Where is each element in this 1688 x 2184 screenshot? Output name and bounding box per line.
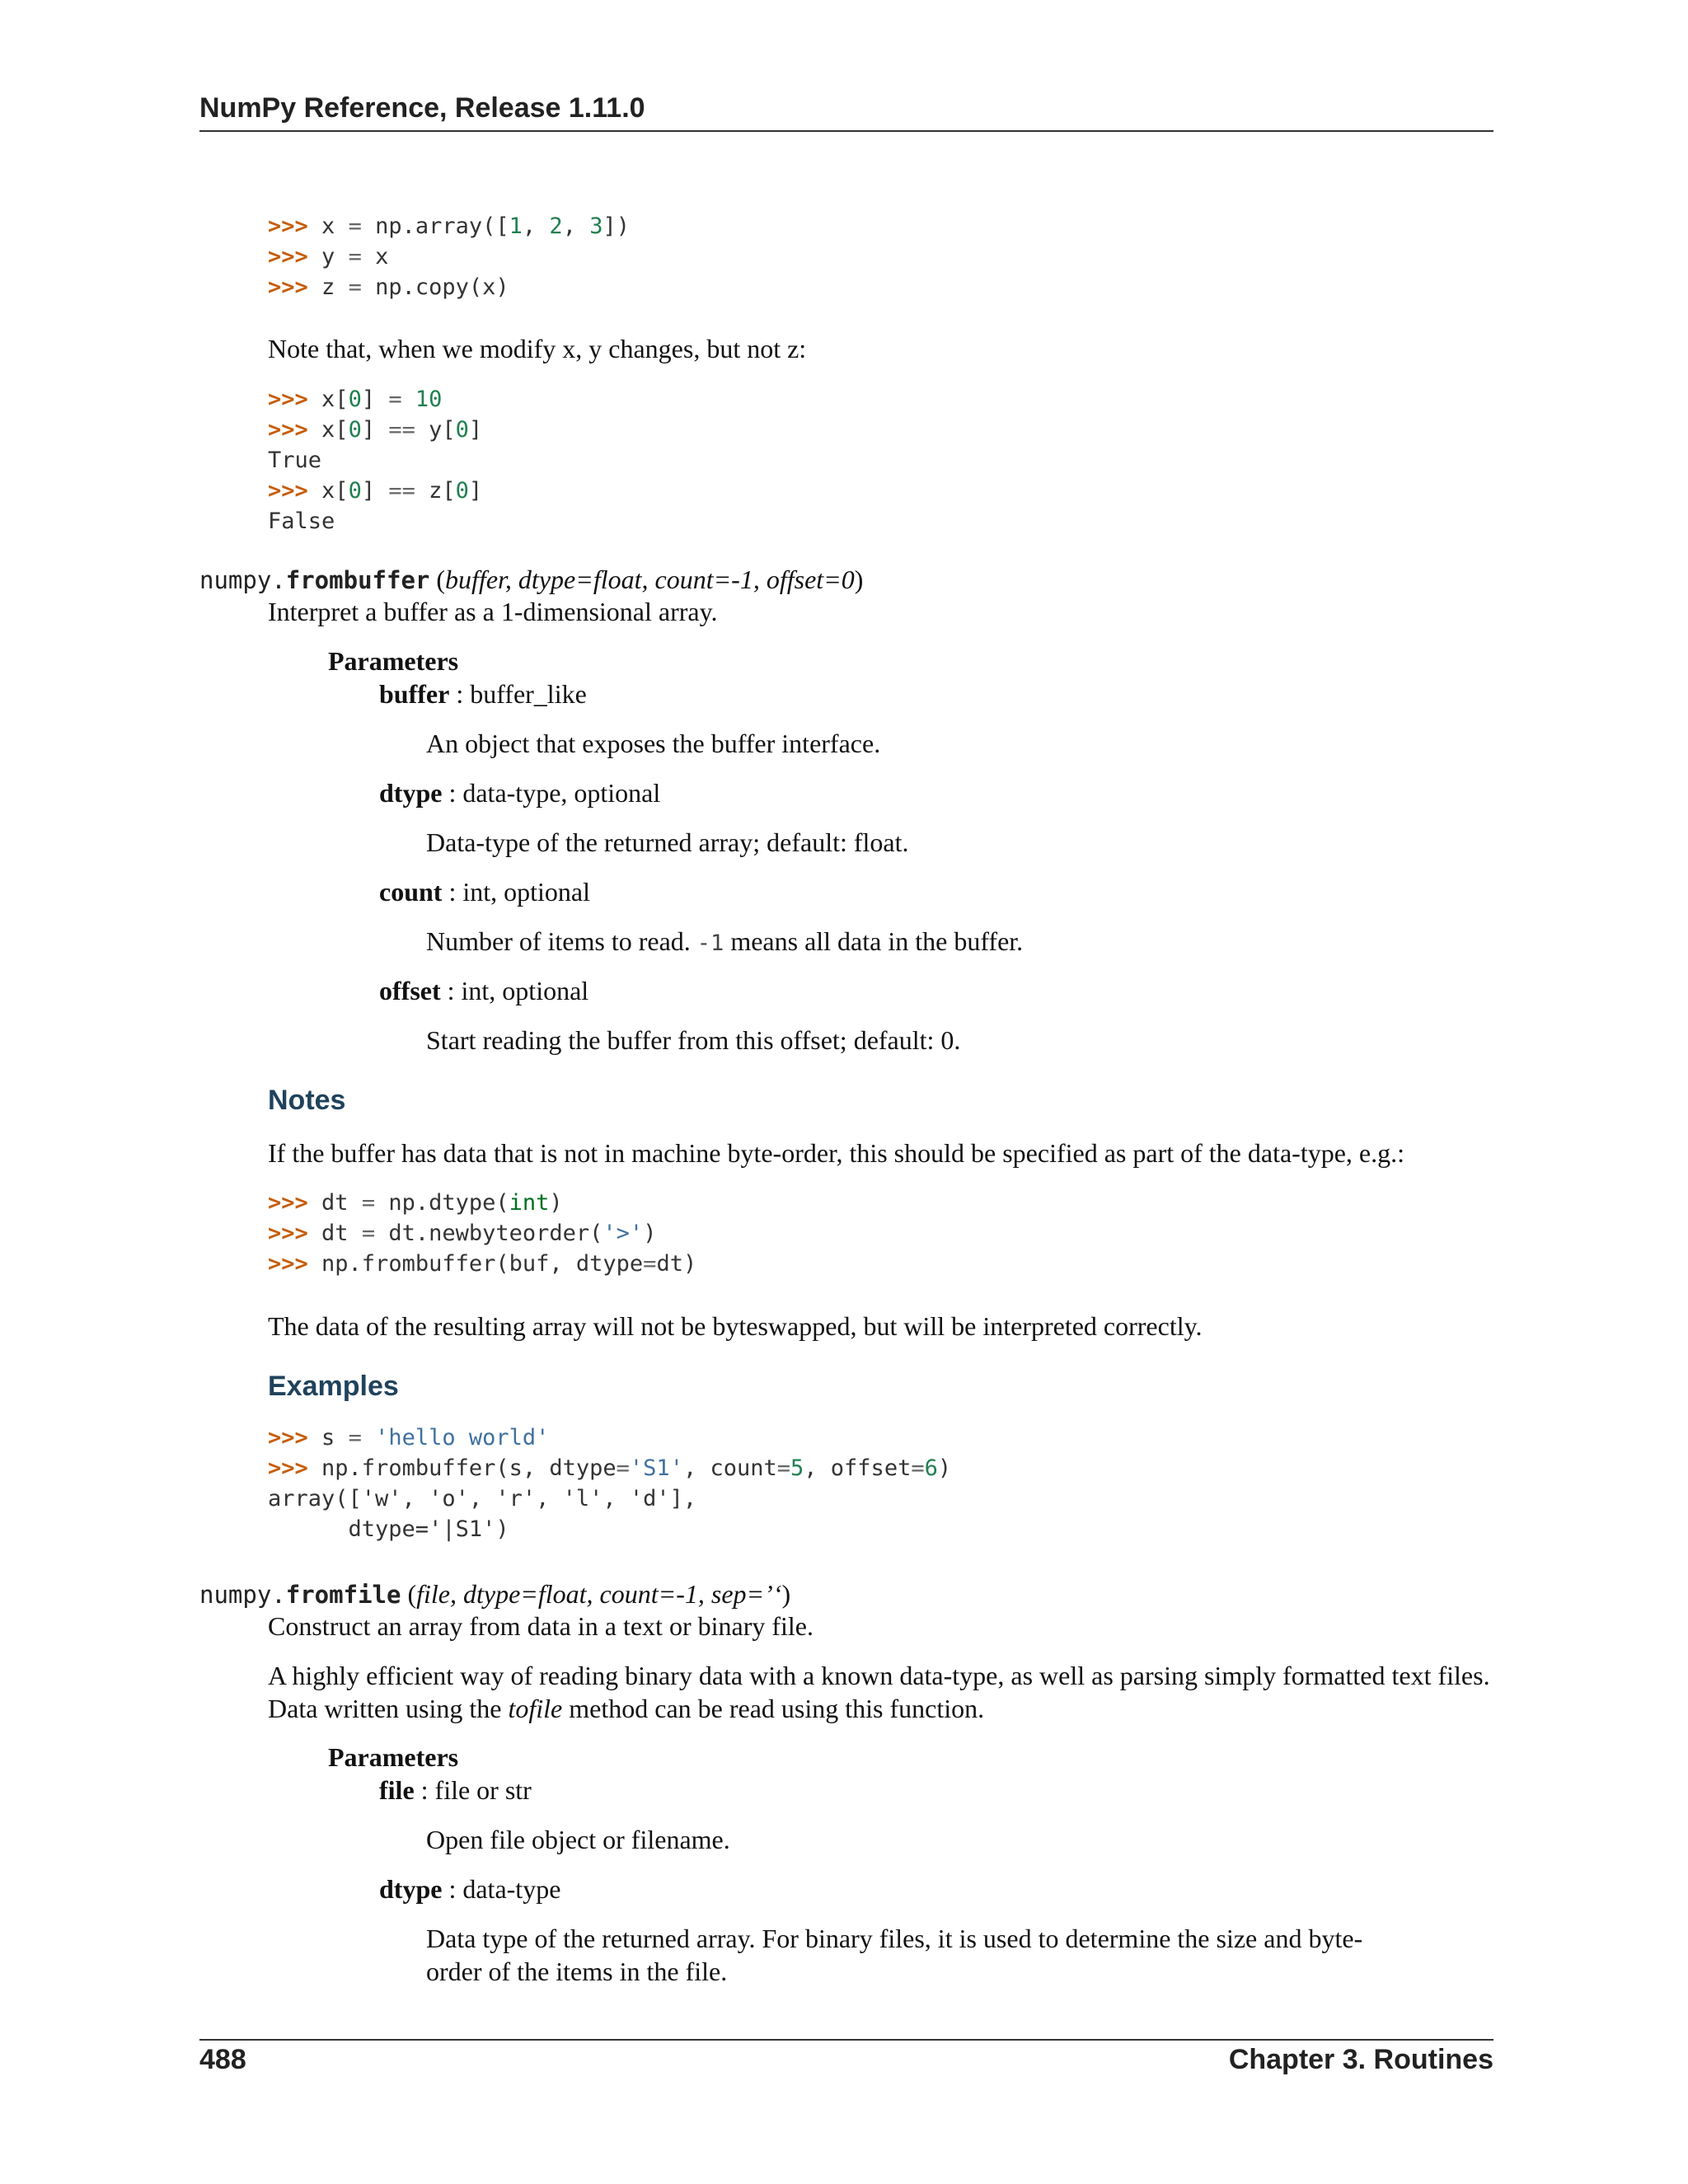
- param-file: file : file or str: [379, 1775, 532, 1805]
- frombuffer-name: frombuffer: [285, 566, 430, 594]
- code-block-modify-example: [268, 384, 482, 537]
- code-line: >>> x[0] == z[0]: [268, 478, 483, 504]
- param-offset: offset : int, optional: [379, 976, 589, 1005]
- chapter-label: Chapter 3. Routines: [1228, 2044, 1493, 2075]
- code-line: >>> x = np.array([1, 2, 3]): [268, 213, 630, 239]
- frombuffer-args: buffer, dtype=float, count=-1, offset=0: [445, 565, 855, 594]
- notes-heading: Notes: [268, 1085, 346, 1116]
- param-dtype-fromfile: dtype : data-type: [379, 1874, 561, 1904]
- frombuffer-parameters-label: Parameters: [328, 646, 459, 676]
- fromfile-name: fromfile: [285, 1581, 401, 1609]
- param-file-desc: Open file object or filename.: [426, 1825, 730, 1854]
- param-count: count : int, optional: [379, 877, 590, 907]
- code-line: >>> np.frombuffer(s, dtype='S1', count=5, offset=6): [268, 1455, 952, 1481]
- code-block-copy-example: [268, 211, 630, 302]
- param-offset-desc: Start reading the buffer from this offset; default: 0.: [426, 1025, 961, 1055]
- notes-after-text: The data of the resulting array will not be byteswapped, but will be interpreted correctly.: [268, 1311, 1203, 1341]
- footer-rule: [199, 2039, 1493, 2041]
- code-output-line: array(['w', 'o', 'r', 'l', 'd'],: [268, 1486, 697, 1511]
- code-line: >>> x[0] = 10: [268, 387, 443, 412]
- examples-heading: Examples: [268, 1371, 399, 1402]
- code-block-examples: [268, 1422, 951, 1544]
- fromfile-description: A highly efficient way of reading binary data with a known data-type, as well as parsing simply formatted text files. Data written using the tofile method can be read using this function.: [268, 1661, 1490, 1723]
- code-line: >>> dt = np.dtype(int): [268, 1190, 563, 1216]
- code-output-line: dtype='|S1'): [268, 1516, 509, 1542]
- param-buffer-desc: An object that exposes the buffer interface.: [426, 729, 881, 758]
- code-line: >>> np.frombuffer(buf, dtype=dt): [268, 1251, 697, 1277]
- frombuffer-summary: Interpret a buffer as a 1-dimensional array.: [268, 597, 718, 626]
- param-dtype-desc: Data-type of the returned array; default: float.: [426, 827, 909, 857]
- notes-text: If the buffer has data that is not in machine byte-order, this should be specified as part of the data-type, e.g.:: [268, 1138, 1405, 1168]
- param-count-desc: Number of items to read. -1 means all data in the buffer.: [426, 926, 1024, 956]
- code-line: >>> z = np.copy(x): [268, 274, 509, 300]
- code-line: >>> s = 'hello world': [268, 1425, 550, 1451]
- fromfile-summary: Construct an array from data in a text or binary file.: [268, 1611, 814, 1641]
- fromfile-args: file, dtype=float, count=-1, sep=’‘: [416, 1579, 782, 1609]
- running-header-title: NumPy Reference, Release 1.11.0: [199, 92, 645, 124]
- code-block-notes: [268, 1188, 696, 1279]
- param-dtype: dtype : data-type, optional: [379, 778, 661, 808]
- code-output-line: True: [268, 448, 322, 473]
- param-dtype-fromfile-desc: Data type of the returned array. For binary files, it is used to determine the size and byte-order of the items in the file.: [426, 1924, 1363, 1986]
- note-modify-text: Note that, when we modify x, y changes, but not z:: [268, 334, 807, 363]
- page-number: 488: [199, 2044, 246, 2075]
- header-rule: [199, 130, 1493, 132]
- code-line: >>> y = x: [268, 244, 389, 269]
- frombuffer-signature: numpy.frombuffer (buffer, dtype=float, count=-1, offset=0): [199, 565, 864, 594]
- param-buffer: buffer : buffer_like: [379, 679, 587, 709]
- code-line: >>> x[0] == y[0]: [268, 417, 483, 443]
- code-line: >>> dt = dt.newbyteorder('>'): [268, 1221, 657, 1246]
- fromfile-parameters-label: Parameters: [328, 1742, 459, 1772]
- fromfile-signature: numpy.fromfile (file, dtype=float, count=-1, sep=’‘): [199, 1579, 791, 1609]
- code-output-line: False: [268, 509, 335, 534]
